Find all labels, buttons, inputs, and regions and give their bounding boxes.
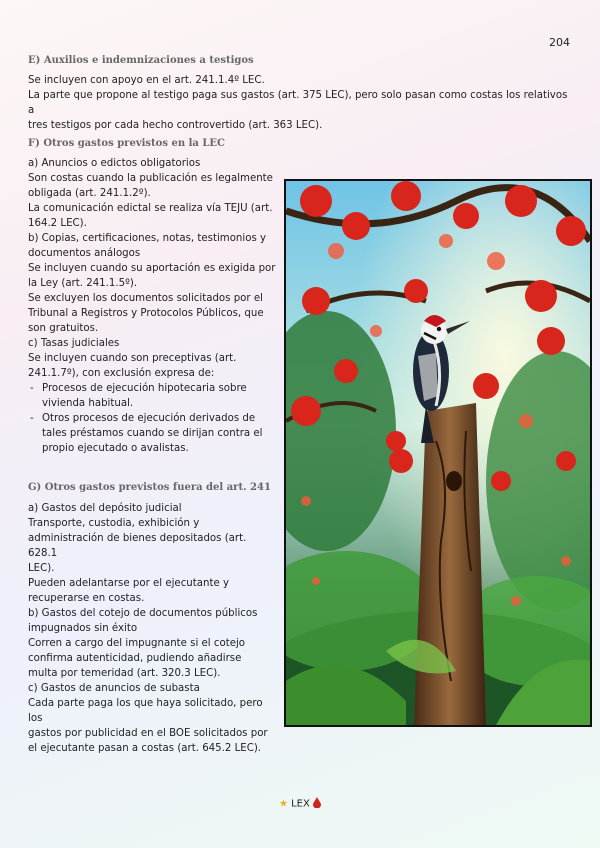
section-f-line: obligada (art. 241.1.2º). [28, 188, 151, 199]
list-item [28, 411, 276, 456]
section-g-line: multa por temeridad (art. 320.3 LEC). [28, 668, 221, 679]
section-f-line: La comunicación edictal se realiza vía TEJU (art. [28, 203, 273, 214]
section-g-title: G) Otros gastos previstos fuera del art. 241 [28, 482, 271, 493]
section-g-line: recuperarse en costas. [28, 593, 145, 604]
section-f-line: documentos análogos [28, 248, 141, 259]
section-g-line: impugnados sin éxito [28, 623, 138, 634]
section-g-line: Cada parte paga los que haya solicitado, pero los [28, 698, 263, 724]
subheading-deposito: a) Gastos del depósito judicial [28, 503, 182, 514]
section-e-line: Se incluyen con apoyo en el art. 241.1.4º LEC. [28, 75, 265, 86]
list-item-line: propio ejecutado o avalistas. [42, 443, 189, 454]
section-g-body [28, 501, 276, 756]
section-e-title: E) Auxilios e indemnizaciones a testigos [28, 55, 254, 66]
section-g-line: Pueden adelantarse por el ejecutante y [28, 578, 229, 589]
section-g-line: el ejecutante pasan a costas (art. 645.2 LEC). [28, 743, 262, 754]
exclusion-list [28, 381, 276, 456]
section-e-line: tres testigos por cada hecho controvertido (art. 363 LEC). [28, 120, 323, 131]
section-e-line: La parte que propone al testigo paga sus gastos (art. 375 LEC), pero solo pasan como costas los relativos a [28, 90, 568, 116]
list-item [28, 381, 276, 411]
section-f-body [28, 156, 276, 456]
section-f-line: Se incluyen cuando su aportación es exigida por [28, 263, 276, 274]
subheading-copias: b) Copias, certificaciones, notas, testimonios y [28, 233, 267, 244]
section-f-line: Se incluyen cuando son preceptivas (art. [28, 353, 237, 364]
footer [0, 797, 600, 811]
section-f-line: Tribunal a Registros y Protocolos Públicos, que [28, 308, 264, 319]
subheading-subasta: c) Gastos de anuncios de subasta [28, 683, 200, 694]
section-g-line: confirma autenticidad, pudiendo añadirse [28, 653, 242, 664]
section-f-line: son gratuitos. [28, 323, 99, 334]
woodpecker-illustration [284, 179, 592, 727]
list-item-line: - Procesos de ejecución hipotecaria sobre [42, 383, 247, 394]
section-g-line: Transporte, custodia, exhibición y [28, 518, 200, 529]
section-f-line: 241.1.7º), con exclusión expresa de: [28, 368, 215, 379]
section-e-body [28, 73, 568, 133]
subheading-cotejo: b) Gastos del cotejo de documentos públicos [28, 608, 258, 619]
footer-logo-text: LEX [291, 798, 310, 810]
section-g-line: Corren a cargo del impugnante si el cotejo [28, 638, 246, 649]
drop-icon [313, 800, 321, 811]
section-g-line: gastos por publicidad en el BOE solicitados por [28, 728, 268, 739]
section-f-line: Son costas cuando la publicación es legalmente [28, 173, 273, 184]
list-item-line: vivienda habitual. [42, 398, 134, 409]
subheading-anuncios: a) Anuncios o edictos obligatorios [28, 158, 201, 169]
page-number: 204 [549, 36, 570, 49]
section-f-line: la Ley (art. 241.1.5º). [28, 278, 138, 289]
section-f-line: Se excluyen los documentos solicitados por el [28, 293, 263, 304]
star-icon: ★ [278, 798, 288, 810]
subheading-tasas: c) Tasas judiciales [28, 338, 120, 349]
list-item-line: - Otros procesos de ejecución derivados de [42, 413, 256, 424]
section-f-line: 164.2 LEC). [28, 218, 87, 229]
list-item-line: tales préstamos cuando se dirijan contra el [42, 428, 263, 439]
section-g-line: administración de bienes depositados (art. 628.1 [28, 533, 247, 559]
section-g-line: LEC). [28, 563, 55, 574]
section-f-title: F) Otros gastos previstos en la LEC [28, 138, 225, 149]
